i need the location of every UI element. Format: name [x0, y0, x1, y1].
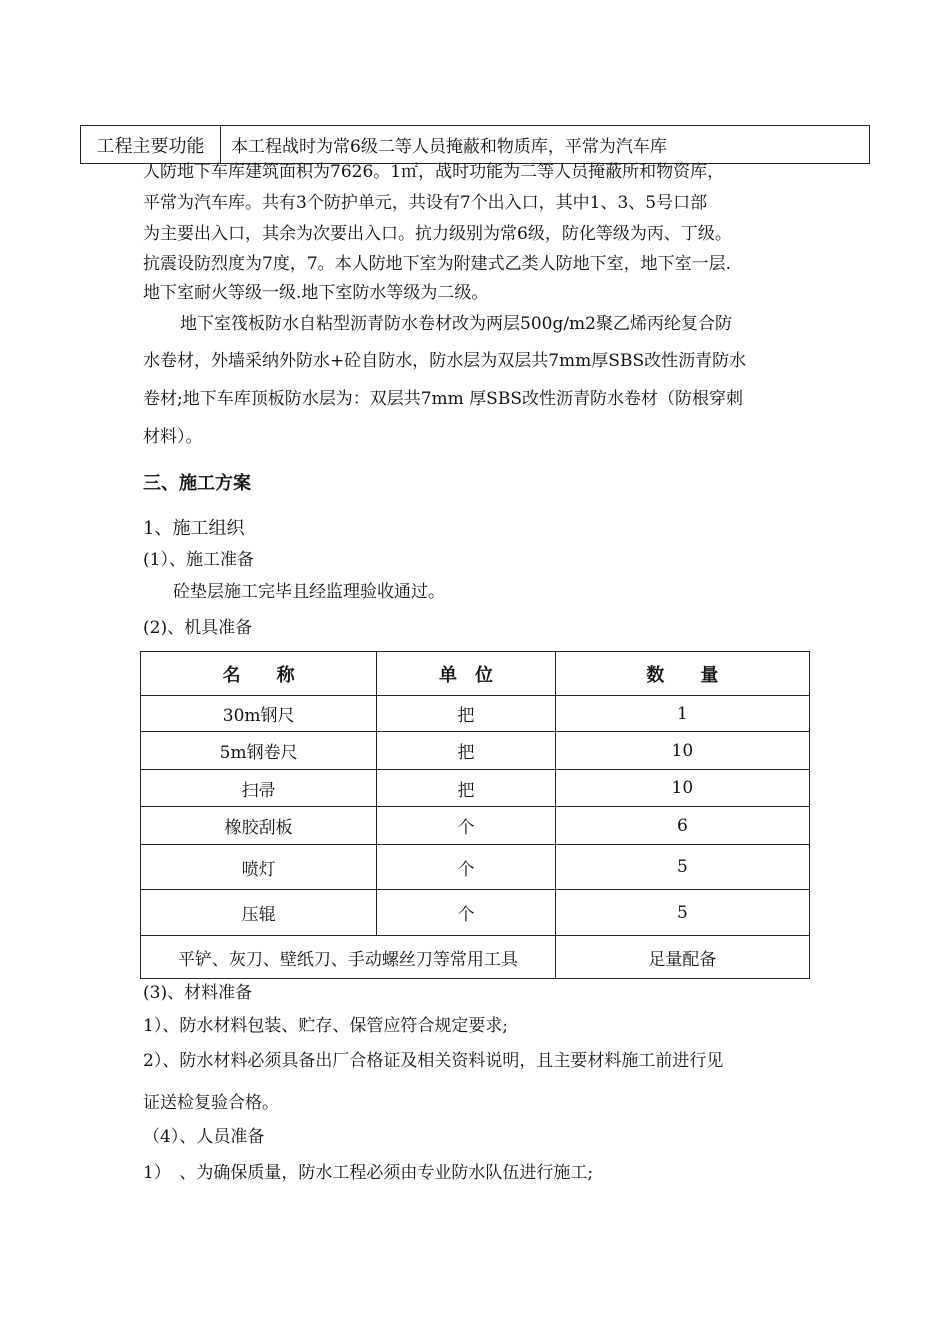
prep-title: （4）、人员准备 — [143, 1127, 265, 1147]
header-cell: 名 称 — [141, 652, 377, 696]
table-cell: 把 — [377, 770, 555, 807]
intro-line: 为主要出入口，其余为次要出入口。抗力级别为常6级，防化等级为丙、丁级。 — [143, 224, 732, 244]
table-cell: 5 — [555, 845, 809, 890]
table-cell: 压辊 — [141, 890, 377, 936]
table-cell: 个 — [377, 890, 555, 936]
table-cell: 扫帚 — [141, 770, 377, 807]
table-cell: 个 — [377, 807, 555, 845]
project-function-label: 工程主要功能 — [81, 126, 221, 163]
waterproof-line: 卷材;地下车库顶板防水层为：双层共7mm 厚SBS改性沥青防水卷材（防根穿刺 — [143, 389, 743, 409]
table-cell: 30m钢尺 — [141, 696, 377, 732]
prep-title: (3)、材料准备 — [143, 983, 253, 1003]
tools-table — [140, 651, 810, 979]
intro-line: 平常为汽车库。共有3个防护单元，共设有7个出入口，其中1、3、5号口部 — [143, 193, 708, 213]
subsection-title: 1、施工组织 — [143, 518, 245, 539]
table-cell: 足量配备 — [555, 936, 809, 979]
prep-title: (1）、施工准备 — [143, 550, 254, 570]
table-cell: 喷灯 — [141, 845, 377, 890]
intro-line: 地下室耐火等级一级.地下室防水等级为二级。 — [143, 283, 489, 303]
waterproof-line: 材料）。 — [143, 427, 203, 447]
table-header-row — [141, 652, 810, 696]
table-row — [141, 807, 810, 845]
waterproof-line: 水卷材，外墙采纳外防水+砼自防水，防水层为双层共7mm厚SBS改性沥青防水 — [143, 351, 747, 371]
header-cell: 数 量 — [555, 652, 809, 696]
table-footer-row — [141, 936, 810, 979]
header-cell: 单 位 — [377, 652, 555, 696]
table-cell: 把 — [377, 696, 555, 732]
table-row — [141, 696, 810, 732]
project-function-row — [80, 125, 870, 164]
table-row — [141, 845, 810, 890]
table-cell: 平铲、灰刀、壁纸刀、手动螺丝刀等常用工具 — [141, 936, 556, 979]
table-cell: 5 — [555, 890, 809, 936]
section-title: 三、施工方案 — [143, 473, 251, 494]
waterproof-line: 地下室筏板防水自粘型沥青防水卷材改为两层500g/m2聚乙烯丙纶复合防 — [180, 314, 732, 334]
table-cell: 5m钢卷尺 — [141, 732, 377, 770]
list-item: 1）、防水材料包装、贮存、保管应符合规定要求; — [143, 1016, 509, 1036]
table-row — [141, 890, 810, 936]
table-cell: 个 — [377, 845, 555, 890]
table-cell: 橡胶刮板 — [141, 807, 377, 845]
intro-line: 人防地下车库建筑面积为7626。1㎡，战时功能为二等人员掩蔽所和物资库， — [143, 162, 725, 182]
prep-text: 砼垫层施工完毕且经监理验收通过。 — [173, 582, 445, 602]
table-cell: 6 — [555, 807, 809, 845]
project-function-value: 本工程战时为常6级二等人员掩蔽和物质库，平常为汽车库 — [231, 137, 667, 157]
intro-line: 抗震设防烈度为7度，7。本人防地下室为附建式乙类人防地下室，地下室一层. — [143, 254, 732, 274]
table-row — [141, 732, 810, 770]
list-item: 1） 、为确保质量，防水工程必须由专业防水队伍进行施工; — [143, 1163, 594, 1183]
table-cell: 把 — [377, 732, 555, 770]
prep-title: (2)、机具准备 — [143, 618, 253, 638]
list-item: 2）、防水材料必须具备出厂合格证及相关资料说明，且主要材料施工前进行见 — [143, 1051, 724, 1071]
table-row — [141, 770, 810, 807]
table-cell: 10 — [555, 770, 809, 807]
list-item: 证送检复验合格。 — [143, 1093, 279, 1113]
table-cell: 1 — [555, 696, 809, 732]
table-cell: 10 — [555, 732, 809, 770]
